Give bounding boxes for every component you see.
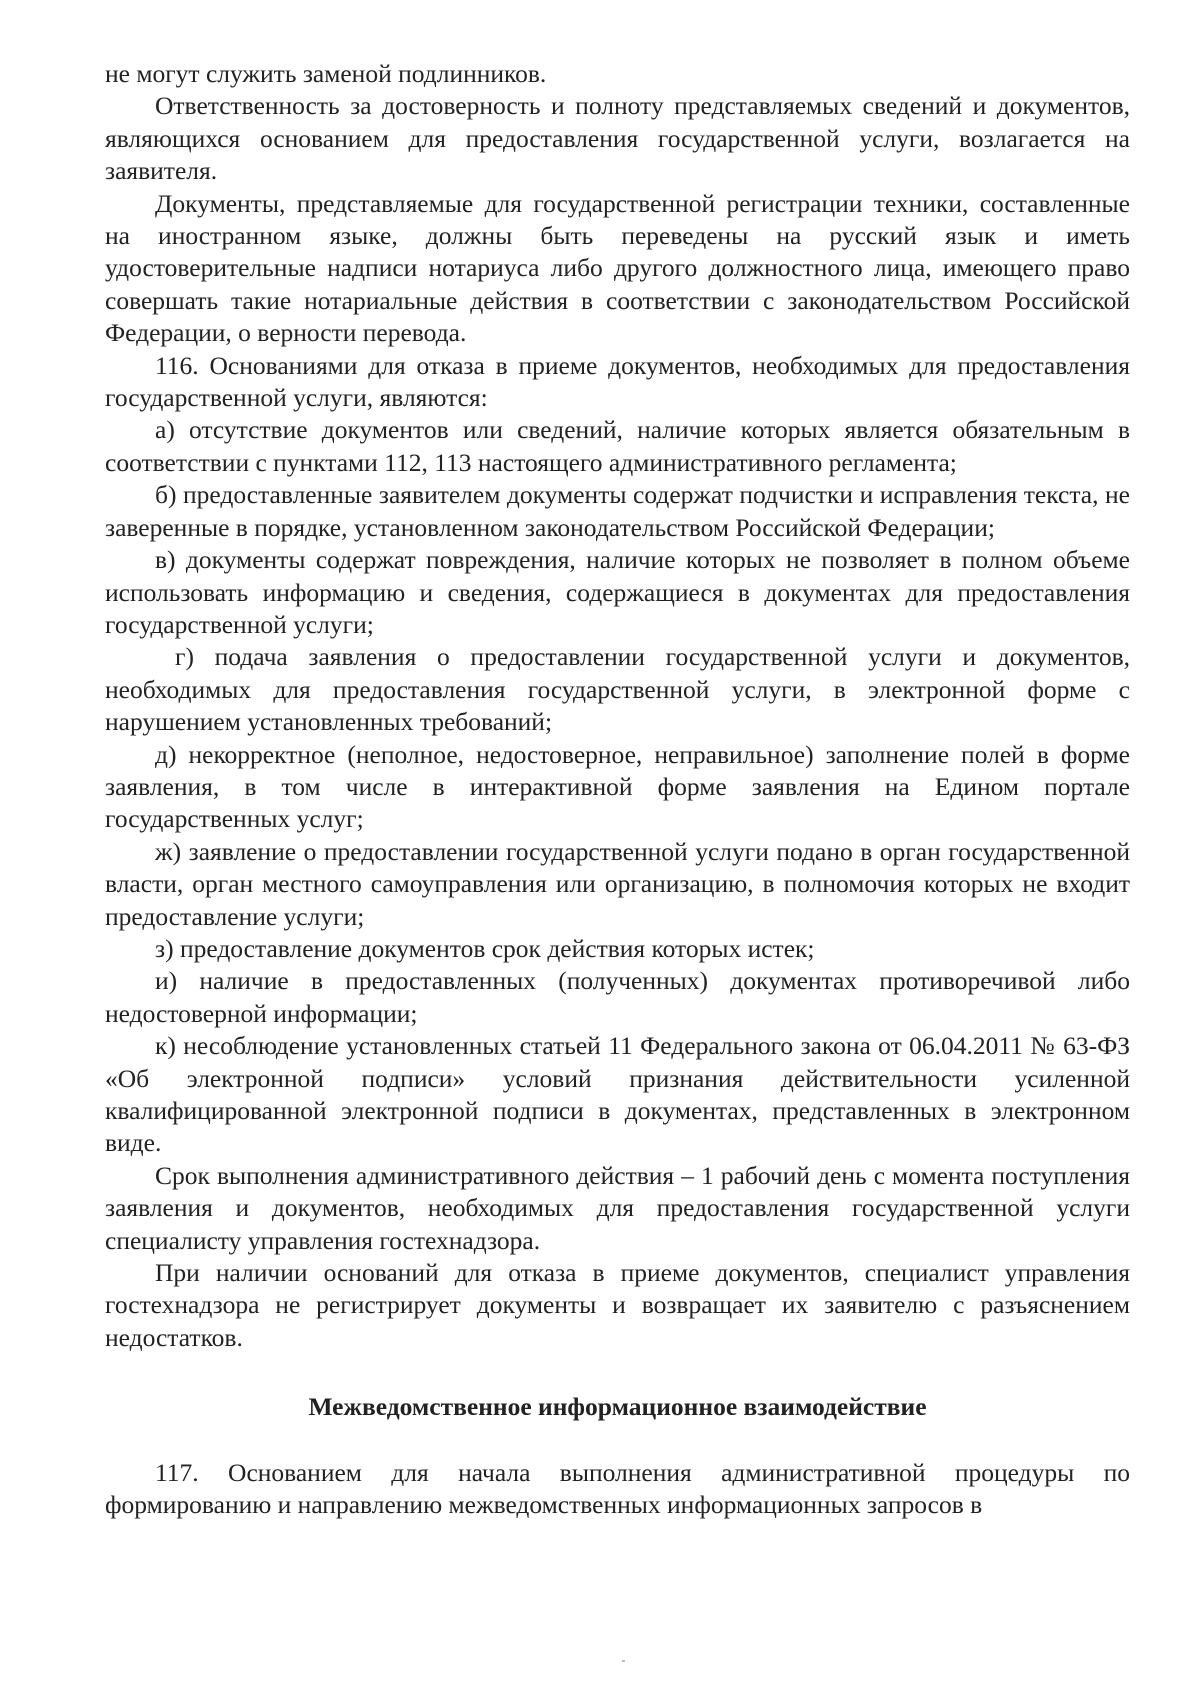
paragraph-deadline: Срок выполнения административного действия – 1 рабочий день с момента поступления заявления и документов, необходимых для предоставления государственной услуги специалисту управления гостехнадзора.	[105, 1160, 1130, 1255]
list-item-a: а) отсутствие документов или сведений, наличие которых является обязательным в соответствии с пунктами 112, 113 настоящего административного регламента;	[105, 415, 1130, 477]
list-item-d: д) некорректное (неполное, недостоверное, неправильное) заполнение полей в форме заявления, в том числе в интерактивной форме заявления на Едином портале государственных услуг;	[105, 739, 1130, 834]
list-item-g: г) подача заявления о предоставлении государственной услуги и документов, необходимых для предоставления государственной услуги, в электронной форме с нарушением установленных требований;	[105, 642, 1130, 737]
list-item-z: з) предоставление документов срок действия которых истек;	[155, 933, 815, 963]
paragraph-foreign-documents: Документы, представляемые для государственной регистрации техники, составленные на иностранном языке, должны быть переведены на русский язык и иметь удостоверительные надписи нотариуса либо другого должностного лица, имеющего право совершать такие нотариальные действия в соответствии с законодательством Российской Федерации, о верности перевода.	[105, 188, 1130, 348]
paragraph-116-intro: 116. Основаниями для отказа в приеме документов, необходимых для предоставления государственной услуги, являются:	[105, 350, 1130, 413]
paragraph-refusal-action: При наличии оснований для отказа в приеме документов, специалист управления гостехнадзора не регистрирует документы и возвращает их заявителю с разъяснением недостатков.	[105, 1258, 1130, 1352]
scan-speck	[622, 1660, 625, 1662]
paragraph-117: 117. Основанием для начала выполнения административной процедуры по формированию и направлению межведомственных информационных запросов в	[105, 1457, 1130, 1520]
list-item-i: и) наличие в предоставленных (полученных) документах противоречивой либо недостоверной информации;	[105, 966, 1130, 1028]
section-heading: Межведомственное информационное взаимодействие	[308, 1392, 927, 1422]
list-item-k: к) несоблюдение установленных статьей 11 Федерального закона от 06.04.2011 № 63-ФЗ «Об электронной подписи» условий признания действительности усиленной квалифицированной электронной подписи в документах, представленных в электронном виде.	[105, 1031, 1130, 1158]
list-item-v: в) документы содержат повреждения, наличие которых не позволяет в полном объеме использовать информацию и сведения, содержащиеся в документах для предоставления государственной услуги;	[105, 545, 1130, 639]
list-item-b: б) предоставленные заявителем документы содержат подчистки и исправления текста, не заверенные в порядке, установленном законодательством Российской Федерации;	[105, 480, 1130, 542]
paragraph-responsibility: Ответственность за достоверность и полноту представляемых сведений и документов, являющихся основанием для предоставления государственной услуги, возлагается на заявителя.	[105, 91, 1130, 186]
list-item-zh: ж) заявление о предоставлении государственной услуги подано в орган государственной власти, орган местного самоуправления или организацию, в полномочия которых не входит предоставление услуги;	[105, 836, 1130, 931]
paragraph-continuation: не могут служить заменой подлинников.	[105, 59, 547, 88]
document-page	[105, 58, 1130, 1521]
